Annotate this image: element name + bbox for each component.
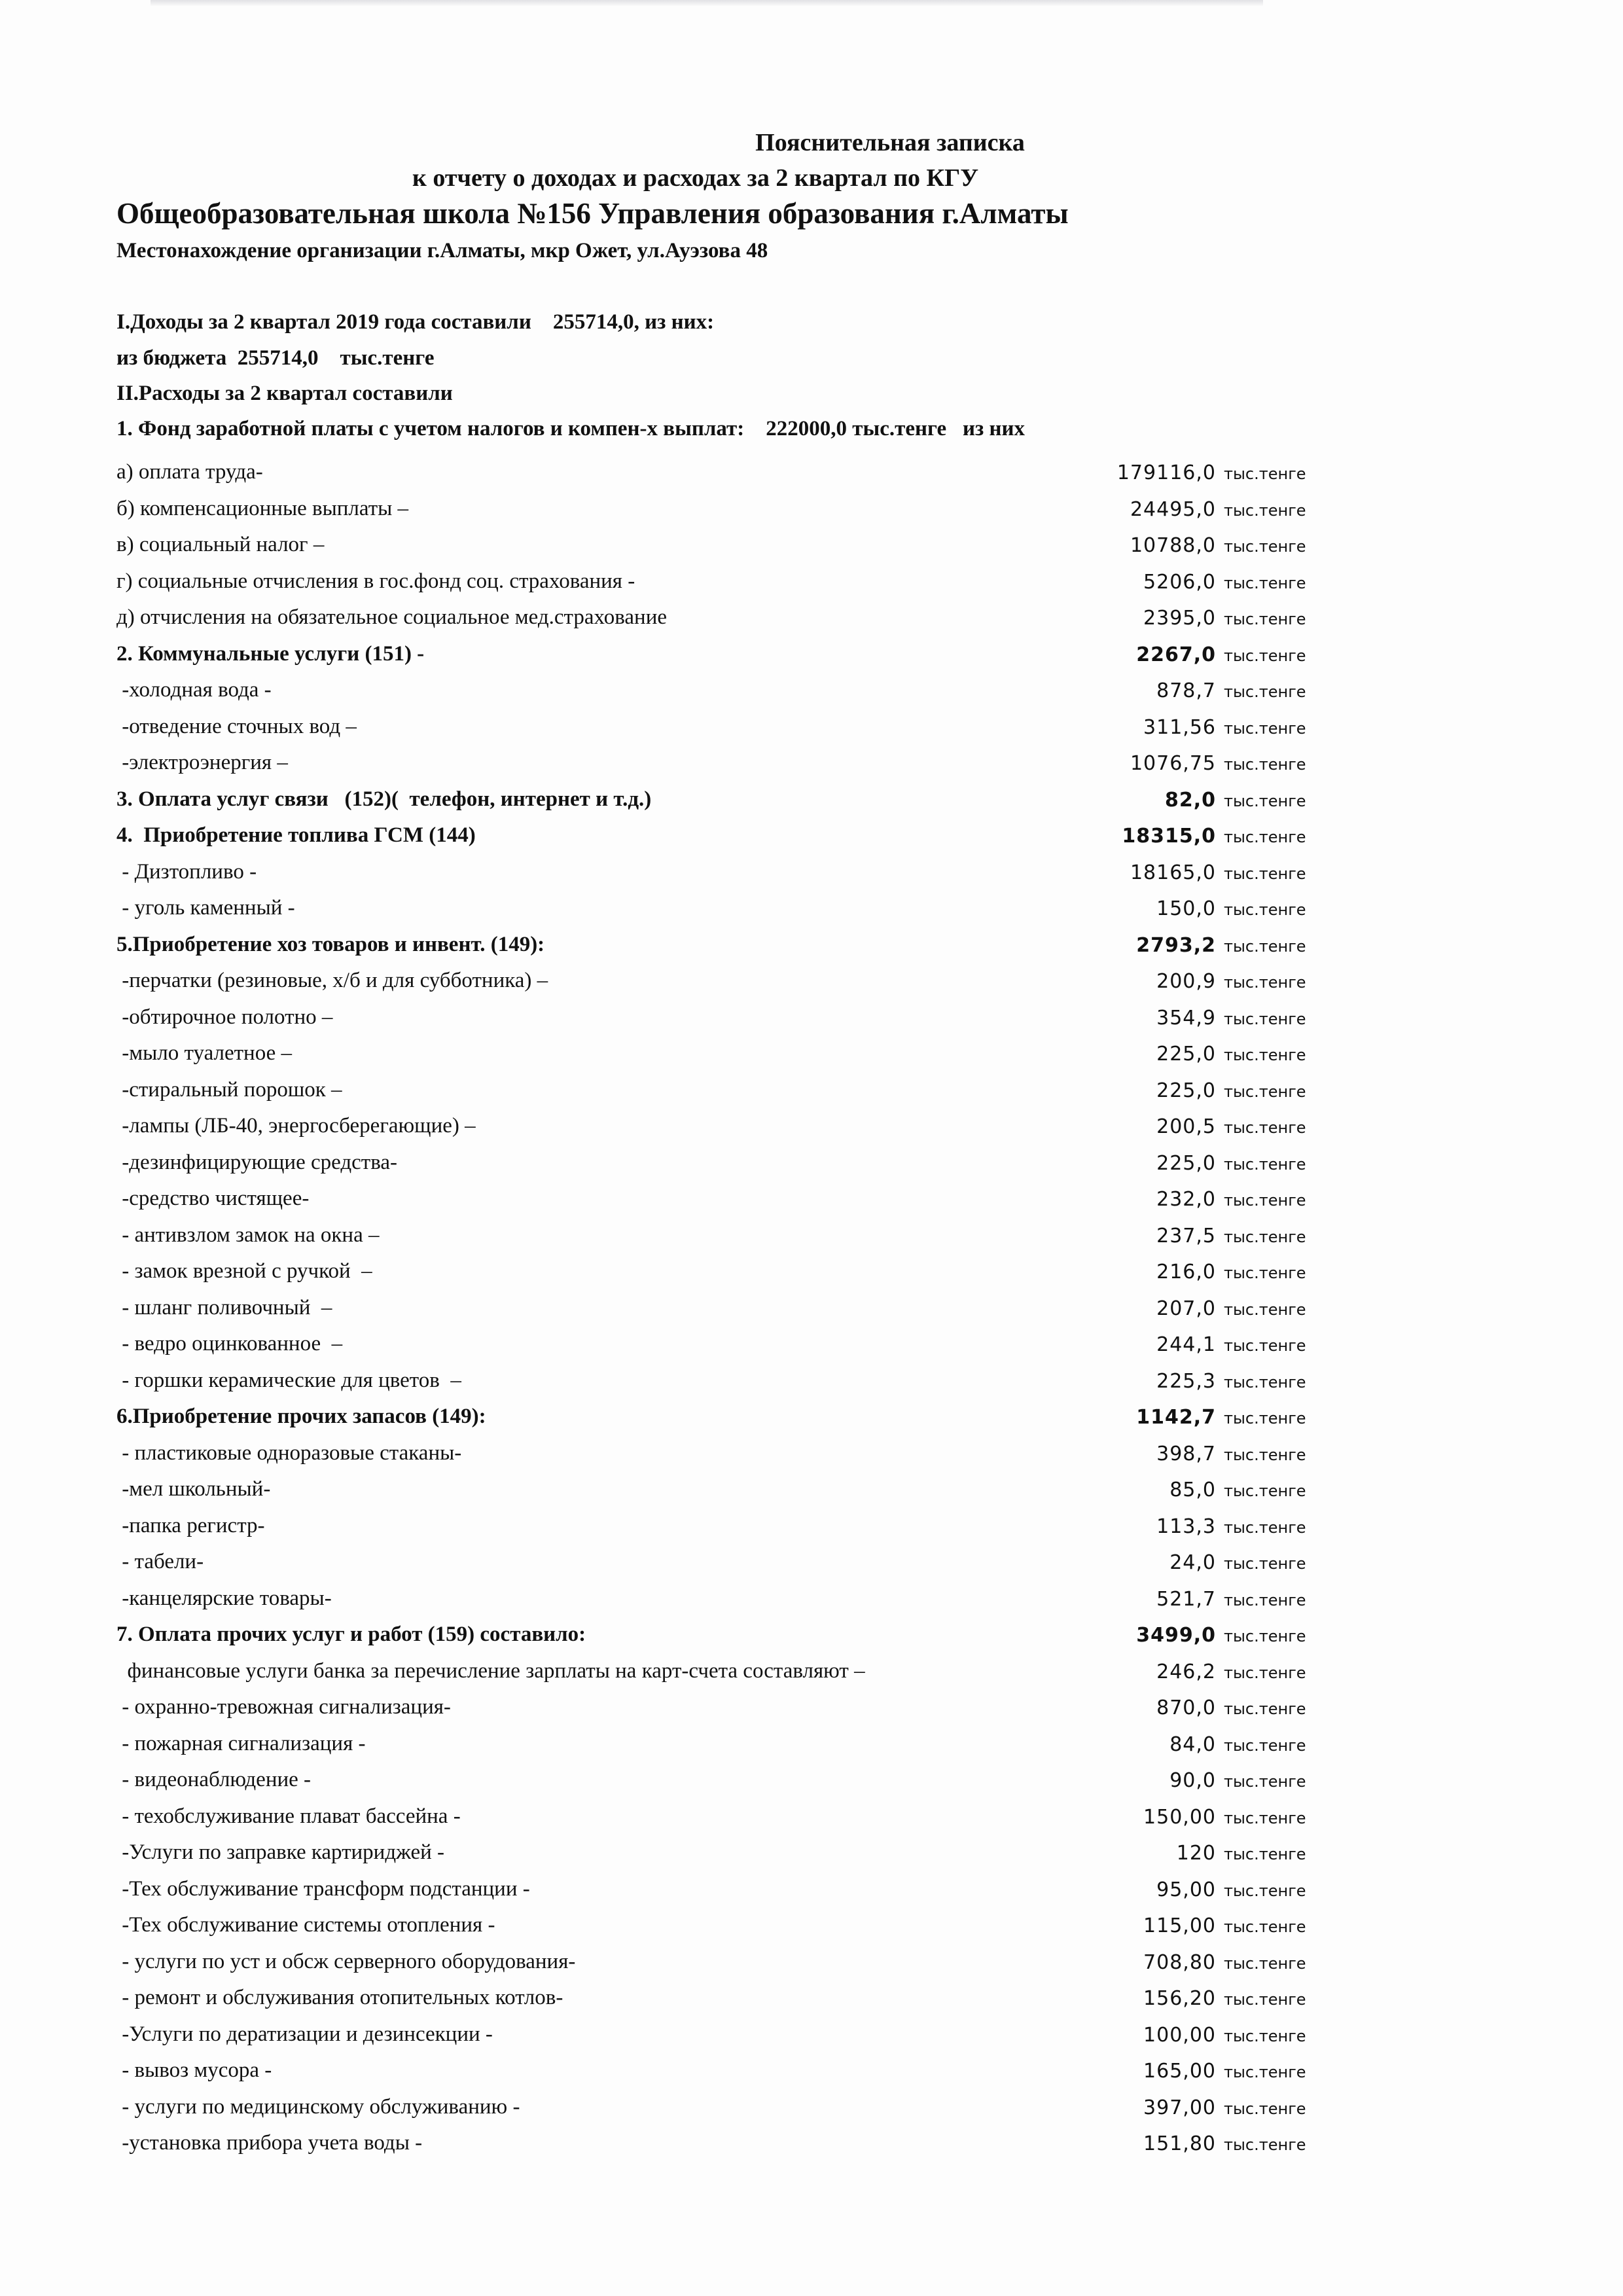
currency-unit: тыс.тенге bbox=[1224, 1627, 1306, 1645]
expense-label: -отведение сточных вод – bbox=[116, 714, 357, 738]
expense-label: -Услуги по заправке картириджей - bbox=[116, 1840, 445, 1864]
expense-value: 225,0 bbox=[1156, 1151, 1216, 1175]
expense-section-row bbox=[116, 815, 1360, 848]
currency-unit: тыс.тенге bbox=[1224, 1372, 1306, 1391]
expense-label: 2. Коммунальные услуги (151) - bbox=[116, 641, 425, 666]
currency-unit: тыс.тенге bbox=[1224, 1590, 1306, 1609]
expense-item-row bbox=[116, 997, 1360, 1030]
expense-label: -перчатки (резиновые, х/б и для субботника) – bbox=[116, 969, 548, 992]
expense-label: -канцелярские товары- bbox=[116, 1586, 332, 1610]
expense-label: в) социальный налог – bbox=[116, 533, 325, 556]
currency-unit: тыс.тенге bbox=[1224, 646, 1306, 665]
expense-value: 95,00 bbox=[1156, 1878, 1216, 1901]
expense-label: 7. Оплата прочих услуг и работ (159) составило: bbox=[116, 1623, 586, 1646]
scan-edge-shadow bbox=[151, 0, 1263, 7]
expense-value: 397,00 bbox=[1143, 2096, 1216, 2119]
expense-label: финансовые услуги банка за перечисление зарплаты на карт-счета составляют – bbox=[116, 1659, 865, 1683]
currency-unit: тыс.тенге bbox=[1224, 465, 1306, 483]
expense-label: -Тех обслуживание системы отопления - bbox=[116, 1913, 495, 1937]
expense-label: -стиральный порошок – bbox=[116, 1077, 342, 1102]
expense-label: - вывоз мусора - bbox=[116, 2058, 272, 2082]
currency-unit: тыс.тенге bbox=[1224, 1736, 1306, 1755]
expense-value: 200,9 bbox=[1156, 970, 1216, 993]
expense-value: 151,80 bbox=[1143, 2132, 1216, 2155]
expense-value: 225,0 bbox=[1156, 1043, 1216, 1066]
expense-label: - пожарная сигнализация - bbox=[116, 1731, 366, 1755]
expense-label: - услуги по уст и обсж серверного оборудования- bbox=[116, 1949, 576, 1973]
document-subtitle: к отчету о доходах и расходах за 2 квартал по КГУ bbox=[412, 164, 979, 192]
expense-label: - замок врезной с ручкой – bbox=[116, 1259, 372, 1283]
expense-item-row bbox=[116, 1759, 1360, 1792]
expense-value: 1142,7 bbox=[1136, 1406, 1216, 1429]
currency-unit: тыс.тенге bbox=[1224, 1336, 1306, 1355]
expense-label: -установка прибора учета воды - bbox=[116, 2131, 423, 2155]
expense-label: - ремонт и обслуживания отопительных котлов- bbox=[116, 1986, 563, 2009]
expense-label: -папка регистр- bbox=[116, 1513, 265, 1537]
expense-value: 225,0 bbox=[1156, 1079, 1216, 1102]
currency-unit: тыс.тенге bbox=[1224, 1300, 1306, 1319]
expense-section-row bbox=[116, 634, 1360, 666]
expense-item-row bbox=[116, 1178, 1360, 1211]
expense-value: 398,7 bbox=[1156, 1442, 1216, 1465]
expense-item-row bbox=[116, 524, 1360, 557]
expense-label: 4. Приобретение топлива ГСМ (144) bbox=[116, 823, 476, 847]
expense-label: - видеонаблюдение - bbox=[116, 1768, 312, 1791]
expense-item-row bbox=[116, 1505, 1360, 1538]
expense-value: 232,0 bbox=[1156, 1188, 1216, 1211]
expense-label: - Дизтопливо - bbox=[116, 859, 257, 884]
currency-unit: тыс.тенге bbox=[1224, 864, 1306, 883]
expense-item-row bbox=[116, 1069, 1360, 1102]
expense-value: 708,80 bbox=[1143, 1950, 1216, 1974]
expense-label: - шланг поливочный – bbox=[116, 1295, 332, 1319]
currency-unit: тыс.тенге bbox=[1224, 1264, 1306, 1282]
currency-unit: тыс.тенге bbox=[1224, 937, 1306, 956]
expense-section-row bbox=[116, 779, 1360, 812]
expense-item-row bbox=[116, 1360, 1360, 1393]
expense-item-row bbox=[116, 1941, 1360, 1974]
expense-value: 225,3 bbox=[1156, 1369, 1216, 1393]
expense-item-row bbox=[116, 1796, 1360, 1829]
expense-label: -обтирочное полотно – bbox=[116, 1005, 333, 1029]
expense-label: - техобслуживание плават бассейна - bbox=[116, 1804, 461, 1828]
expense-value: 90,0 bbox=[1169, 1769, 1216, 1792]
expense-value: 120 bbox=[1176, 1842, 1216, 1865]
currency-unit: тыс.тенге bbox=[1224, 1191, 1306, 1210]
currency-unit: тыс.тенге bbox=[1224, 1700, 1306, 1718]
currency-unit: тыс.тенге bbox=[1224, 501, 1306, 520]
expense-label: 5.Приобретение хоз товаров и инвент. (149): bbox=[116, 932, 545, 956]
expense-label: -дезинфицирующие средства- bbox=[116, 1150, 397, 1174]
expense-label: -электроэнергия – bbox=[116, 751, 288, 774]
income-budget: из бюджета 255714,0 тыс.тенге bbox=[116, 346, 435, 370]
organization-location: Местонахождение организации г.Алматы, мкр Ожет, ул.Ауэзова 48 bbox=[116, 239, 768, 262]
expense-value: 200,5 bbox=[1156, 1115, 1216, 1138]
expense-value: 85,0 bbox=[1169, 1479, 1216, 1501]
expense-label: -мыло туалетное – bbox=[116, 1041, 292, 1065]
expense-item-row bbox=[116, 1832, 1360, 1865]
expense-item-row bbox=[116, 1723, 1360, 1756]
income-total: I.Доходы за 2 квартал 2019 года составили 255714,0, из них: bbox=[116, 310, 715, 334]
expense-label: -средство чистящее- bbox=[116, 1187, 310, 1210]
currency-unit: тыс.тенге bbox=[1224, 1082, 1306, 1101]
expense-item-row bbox=[116, 1541, 1360, 1574]
expense-label: - услуги по медицинскому обслуживанию - bbox=[116, 2094, 520, 2119]
expense-item-row bbox=[116, 488, 1360, 521]
currency-unit: тыс.тенге bbox=[1224, 1845, 1306, 1863]
expense-item-row bbox=[116, 597, 1360, 630]
expense-value: 84,0 bbox=[1169, 1732, 1216, 1756]
expense-value: 156,20 bbox=[1143, 1987, 1216, 2010]
expense-item-row bbox=[116, 2014, 1360, 2047]
currency-unit: тыс.тенге bbox=[1224, 1772, 1306, 1791]
currency-unit: тыс.тенге bbox=[1224, 828, 1306, 846]
expense-item-row bbox=[116, 1469, 1360, 1501]
expense-value: 878,7 bbox=[1156, 679, 1216, 702]
expense-value: 24,0 bbox=[1169, 1551, 1216, 1574]
expense-label: 3. Оплата услуг связи (152)( телефон, интернет и т.д.) bbox=[116, 787, 652, 811]
expense-value: 179116,0 bbox=[1116, 461, 1216, 484]
currency-unit: тыс.тенге bbox=[1224, 1227, 1306, 1246]
currency-unit: тыс.тенге bbox=[1224, 973, 1306, 992]
expense-value: 5206,0 bbox=[1143, 570, 1216, 594]
currency-unit: тыс.тенге bbox=[1224, 1009, 1306, 1028]
expense-label: -Услуги по дератизации и дезинсекции - bbox=[116, 2022, 493, 2046]
currency-unit: тыс.тенге bbox=[1224, 1663, 1306, 1682]
expense-item-row bbox=[116, 452, 1360, 484]
expense-item-row bbox=[116, 1905, 1360, 1937]
currency-unit: тыс.тенге bbox=[1224, 1046, 1306, 1064]
currency-unit: тыс.тенге bbox=[1224, 1990, 1306, 2009]
expense-value: 165,00 bbox=[1143, 2060, 1216, 2083]
expense-value: 115,00 bbox=[1143, 1914, 1216, 1937]
expense-item-row bbox=[116, 1033, 1360, 1066]
expense-label: б) компенсационные выплаты – bbox=[116, 496, 409, 520]
currency-unit: тыс.тенге bbox=[1224, 1918, 1306, 1936]
expense-value: 150,0 bbox=[1156, 897, 1216, 920]
expense-value: 1076,75 bbox=[1130, 752, 1216, 775]
expense-label: -мел школьный- bbox=[116, 1477, 271, 1501]
currency-unit: тыс.тенге bbox=[1224, 1881, 1306, 1900]
expense-item-row bbox=[116, 706, 1360, 739]
expense-value: 207,0 bbox=[1156, 1297, 1216, 1320]
expense-item-row bbox=[116, 670, 1360, 702]
expense-item-row bbox=[116, 2050, 1360, 2083]
expense-item-row bbox=[116, 1251, 1360, 1283]
expense-label: - уголь каменный - bbox=[116, 896, 295, 920]
currency-unit: тыс.тенге bbox=[1224, 2026, 1306, 2045]
expense-item-row bbox=[116, 742, 1360, 775]
currency-unit: тыс.тенге bbox=[1224, 2099, 1306, 2118]
expense-label: - антивзлом замок на окна – bbox=[116, 1223, 380, 1247]
organization-name: Общеобразовательная школа №156 Управления образования г.Алматы bbox=[116, 197, 1069, 230]
expense-item-row bbox=[116, 1105, 1360, 1138]
currency-unit: тыс.тенге bbox=[1224, 901, 1306, 919]
expense-value: 521,7 bbox=[1156, 1587, 1216, 1611]
currency-unit: тыс.тенге bbox=[1224, 573, 1306, 592]
expense-item-row bbox=[116, 1287, 1360, 1320]
expense-label: г) социальные отчисления в гос.фонд соц. страхования - bbox=[116, 569, 635, 593]
currency-unit: тыс.тенге bbox=[1224, 1445, 1306, 1464]
expense-value: 150,00 bbox=[1143, 1805, 1216, 1829]
currency-unit: тыс.тенге bbox=[1224, 1518, 1306, 1537]
expense-label: - пластиковые одноразовые стаканы- bbox=[116, 1441, 462, 1465]
expense-value: 24495,0 bbox=[1130, 497, 1216, 521]
currency-unit: тыс.тенге bbox=[1224, 755, 1306, 774]
expense-item-row bbox=[116, 1215, 1360, 1247]
expense-item-row bbox=[116, 1323, 1360, 1356]
expense-section-row bbox=[116, 1396, 1360, 1429]
currency-unit: тыс.тенге bbox=[1224, 791, 1306, 810]
payroll-fund: 1. Фонд заработной платы с учетом налогов и компен-х выплат: 222000,0 тыс.тенге из них bbox=[116, 417, 1025, 440]
expense-value: 311,56 bbox=[1143, 715, 1216, 739]
expense-section-row bbox=[116, 924, 1360, 957]
expense-label: 6.Приобретение прочих запасов (149): bbox=[116, 1405, 486, 1428]
expense-item-row bbox=[116, 1869, 1360, 1901]
expense-item-row bbox=[116, 888, 1360, 920]
expense-value: 82,0 bbox=[1164, 788, 1216, 812]
expense-item-row bbox=[116, 1651, 1360, 1683]
expense-item-row bbox=[116, 960, 1360, 993]
expense-item-row bbox=[116, 1578, 1360, 1611]
expense-label: д) отчисления на обязательное социальное мед.страхование bbox=[116, 605, 668, 629]
currency-unit: тыс.тенге bbox=[1224, 2136, 1306, 2154]
expense-label: - горшки керамические для цветов – bbox=[116, 1368, 461, 1392]
expense-label: -холодная вода - bbox=[116, 678, 272, 702]
expense-item-row bbox=[116, 2123, 1360, 2155]
currency-unit: тыс.тенге bbox=[1224, 1554, 1306, 1573]
expense-label: - табели- bbox=[116, 1550, 204, 1573]
expense-label: - ведро оцинкованное – bbox=[116, 1332, 343, 1355]
expense-item-row bbox=[116, 852, 1360, 884]
expense-label: -лампы (ЛБ-40, энергосберегающие) – bbox=[116, 1114, 476, 1138]
expense-item-row bbox=[116, 1433, 1360, 1465]
expense-value: 354,9 bbox=[1156, 1006, 1216, 1030]
currency-unit: тыс.тенге bbox=[1224, 610, 1306, 628]
expense-value: 246,2 bbox=[1156, 1660, 1216, 1683]
expense-label: а) оплата труда- bbox=[116, 460, 263, 484]
expense-item-row bbox=[116, 2087, 1360, 2119]
expense-value: 10788,0 bbox=[1130, 534, 1216, 557]
expense-value: 870,0 bbox=[1156, 1696, 1216, 1719]
expense-value: 18165,0 bbox=[1130, 861, 1216, 884]
expense-label: - охранно-тревожная сигнализация- bbox=[116, 1695, 451, 1719]
expense-value: 3499,0 bbox=[1136, 1624, 1216, 1647]
currency-unit: тыс.тенге bbox=[1224, 1808, 1306, 1827]
expense-value: 244,1 bbox=[1156, 1333, 1216, 1356]
expense-value: 2267,0 bbox=[1136, 643, 1216, 666]
currency-unit: тыс.тенге bbox=[1224, 683, 1306, 701]
currency-unit: тыс.тенге bbox=[1224, 1409, 1306, 1427]
currency-unit: тыс.тенге bbox=[1224, 719, 1306, 738]
expense-value: 216,0 bbox=[1156, 1261, 1216, 1283]
expense-value: 237,5 bbox=[1156, 1224, 1216, 1247]
expense-value: 2395,0 bbox=[1143, 607, 1216, 630]
expense-value: 100,00 bbox=[1143, 2023, 1216, 2047]
expense-item-row bbox=[116, 561, 1360, 594]
currency-unit: тыс.тенге bbox=[1224, 1482, 1306, 1500]
currency-unit: тыс.тенге bbox=[1224, 1155, 1306, 1174]
expense-item-row bbox=[116, 1142, 1360, 1175]
currency-unit: тыс.тенге bbox=[1224, 1119, 1306, 1137]
expense-value: 113,3 bbox=[1156, 1515, 1216, 1538]
document-title: Пояснительная записка bbox=[755, 129, 1025, 156]
expense-label: -Тех обслуживание трансформ подстанции - bbox=[116, 1876, 530, 1901]
expense-value: 2793,2 bbox=[1136, 933, 1216, 957]
currency-unit: тыс.тенге bbox=[1224, 1954, 1306, 1973]
currency-unit: тыс.тенге bbox=[1224, 537, 1306, 556]
expense-item-row bbox=[116, 1687, 1360, 1719]
expense-item-row bbox=[116, 1977, 1360, 2010]
currency-unit: тыс.тенге bbox=[1224, 2063, 1306, 2081]
expense-value: 18315,0 bbox=[1122, 825, 1216, 848]
expenses-heading: II.Расходы за 2 квартал составили bbox=[116, 382, 453, 405]
expense-section-row bbox=[116, 1614, 1360, 1647]
